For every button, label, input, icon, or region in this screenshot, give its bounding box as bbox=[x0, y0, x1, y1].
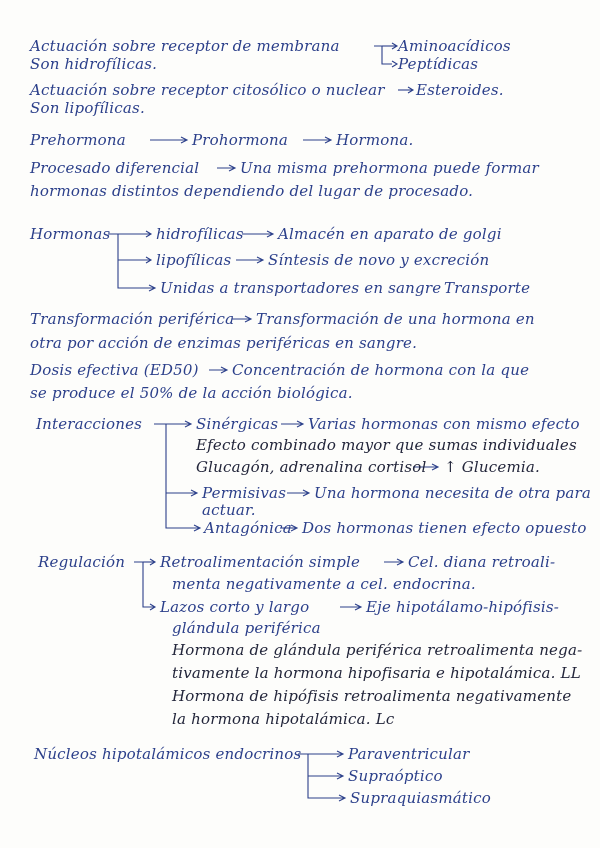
note-line: Paraventricular bbox=[348, 745, 470, 763]
note-line: Prohormona bbox=[192, 131, 289, 149]
note-line: Procesado diferencial bbox=[30, 159, 200, 177]
note-line: Aminoacídicos bbox=[398, 37, 511, 55]
note-line: Eje hipotálamo-hipófisis- bbox=[366, 598, 560, 616]
note-line: actuar. bbox=[202, 501, 256, 519]
note-line: Dos hormonas tienen efecto opuesto bbox=[302, 519, 587, 537]
note-line: Peptídicas bbox=[398, 55, 479, 73]
note-line: Interacciones bbox=[36, 415, 143, 433]
note-line: Regulación bbox=[38, 553, 126, 571]
note-line: Hormonas bbox=[30, 225, 111, 243]
note-line: Núcleos hipotalámicos endocrinos bbox=[34, 745, 302, 763]
note-line: Una hormona necesita de otra para bbox=[314, 484, 591, 502]
note-line: Hormona de hipófisis retroalimenta negativamente bbox=[172, 687, 572, 705]
note-line: Permisivas bbox=[202, 484, 287, 502]
note-line: Prehormona bbox=[30, 131, 126, 149]
note-line: ↑ Glucemia. bbox=[444, 458, 540, 476]
note-line: Hormona de glándula periférica retroalimenta nega- bbox=[172, 641, 583, 659]
note-line: lipofílicas bbox=[156, 251, 232, 269]
note-line: hormonas distintos dependiendo del lugar de procesado. bbox=[30, 182, 474, 200]
note-line: Son hidrofílicas. bbox=[30, 55, 158, 73]
note-line: Lazos corto y largo bbox=[160, 598, 310, 616]
note-line: otra por acción de enzimas periféricas en sangre. bbox=[30, 334, 418, 352]
note-line: Unidas a transportadores en sangre bbox=[160, 279, 442, 297]
note-line: menta negativamente a cel. endocrina. bbox=[172, 575, 476, 593]
note-line: se produce el 50% de la acción biológica. bbox=[30, 384, 353, 402]
note-line: Efecto combinado mayor que sumas individuales bbox=[196, 436, 577, 454]
note-line: Concentración de hormona con la que bbox=[232, 361, 530, 379]
note-line: Supraóptico bbox=[348, 767, 443, 785]
note-line: Dosis efectiva (ED50) bbox=[30, 361, 199, 379]
note-line: Varias hormonas con mismo efecto bbox=[308, 415, 580, 433]
note-line: glándula periférica bbox=[172, 619, 321, 637]
note-line: Sinérgicas bbox=[196, 415, 279, 433]
note-line: Cel. diana retroali- bbox=[408, 553, 556, 571]
note-line: Síntesis de novo y excreción bbox=[268, 251, 490, 269]
note-line: tivamente la hormona hipofisaria e hipotalámica. LL bbox=[172, 664, 581, 682]
note-line: Supraquiasmático bbox=[350, 789, 491, 807]
note-line: Actuación sobre receptor de membrana bbox=[30, 37, 340, 55]
note-line: Una misma prehormona puede formar bbox=[240, 159, 539, 177]
note-line: Transporte bbox=[444, 279, 531, 297]
note-line: la hormona hipotalámica. Lc bbox=[172, 710, 395, 728]
note-line: Hormona. bbox=[336, 131, 414, 149]
note-line: Esteroides. bbox=[416, 81, 504, 99]
note-line: Transformación de una hormona en bbox=[256, 310, 535, 328]
note-line: Actuación sobre receptor citosólico o nuclear bbox=[30, 81, 385, 99]
note-line: Almacén en aparato de golgi bbox=[278, 225, 502, 243]
note-line: Transformación periférica bbox=[30, 310, 235, 328]
note-line: Glucagón, adrenalina cortisol bbox=[196, 458, 427, 476]
note-line: Son lipofílicas. bbox=[30, 99, 145, 117]
note-line: Retroalimentación simple bbox=[160, 553, 361, 571]
note-line: Antagónica bbox=[204, 519, 292, 537]
note-line: hidrofílicas bbox=[156, 225, 244, 243]
